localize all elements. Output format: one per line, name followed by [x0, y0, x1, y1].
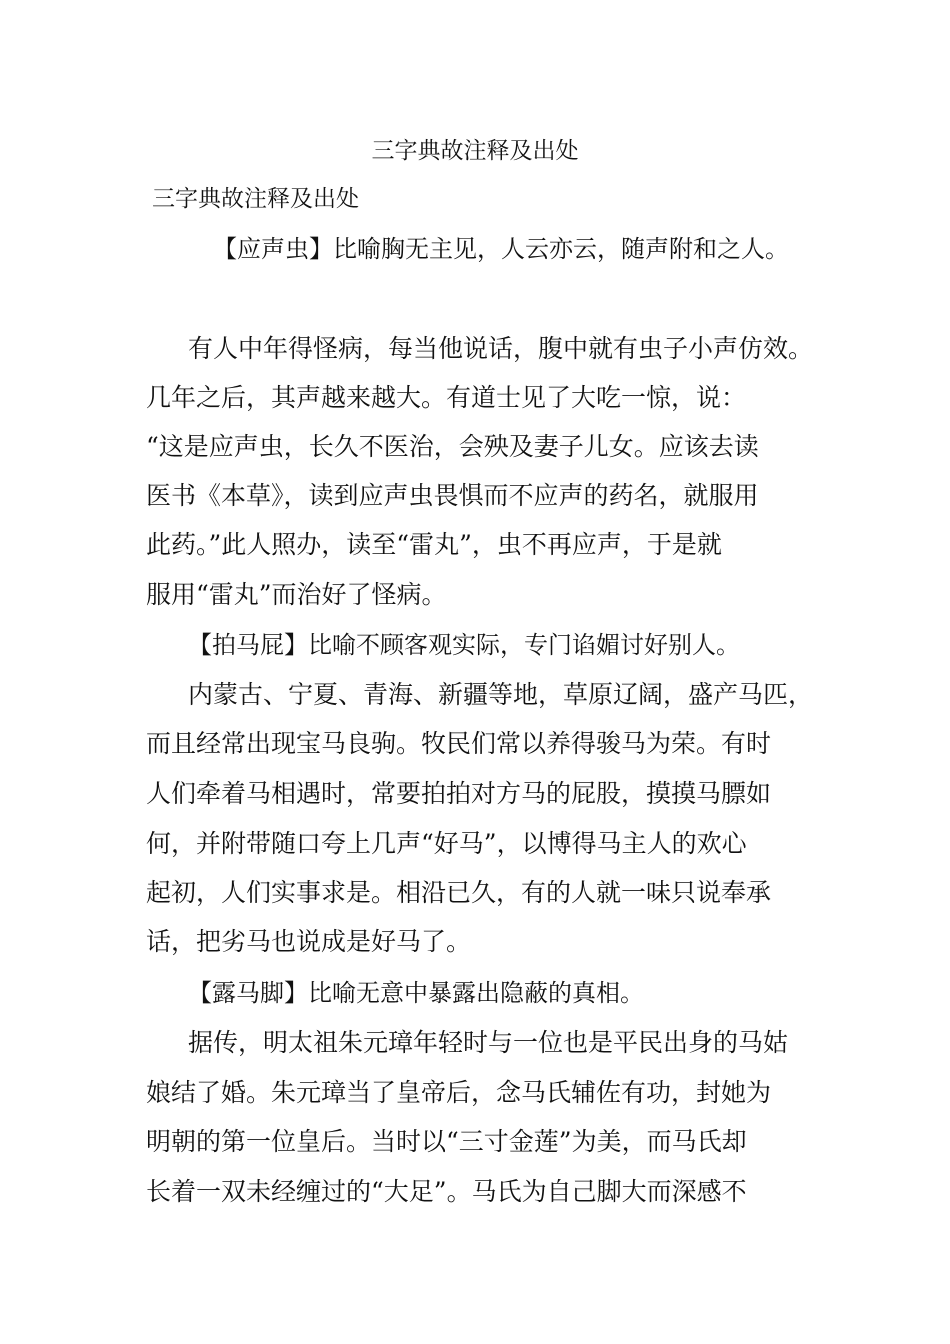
paragraph-line: 起初，人们实事求是。相沿已久，有的人就一味只说奉承 [146, 878, 772, 907]
document-title: 三字典故注释及出处 [371, 138, 579, 164]
paragraph-line: 长着一双未经缠过的“大足”。马氏为自己脚大而深感不 [146, 1177, 747, 1206]
paragraph-line: 几年之后，其声越来越大。有道士见了大吃一惊，说： [146, 383, 747, 412]
paragraph-line: 内蒙古、宁夏、青海、新疆等地，草原辽阔，盛产马匹， [188, 680, 814, 709]
paragraph-line: 何，并附带随口夸上几声“好马”，以博得马主人的欢心 [146, 829, 747, 858]
entry-heading-lumajiao: 【露马脚】比喻无意中暴露出隐蔽的真相。 [188, 979, 644, 1007]
paragraph-line: 明朝的第一位皇后。当时以“三寸金莲”为美，而马氏却 [146, 1127, 747, 1156]
paragraph-line: “这是应声虫，长久不医治，会殃及妻子儿女。应该去读 [146, 432, 759, 461]
paragraph-line: 话，把劣马也说成是好马了。 [146, 927, 472, 956]
paragraph-line: 有人中年得怪病，每当他说话，腹中就有虫子小声仿效。 [188, 334, 814, 363]
paragraph-line: 人们牵着马相遇时，常要拍拍对方马的屁股，摸摸马膘如 [146, 779, 772, 808]
document-subtitle: 三字典故注释及出处 [152, 186, 359, 212]
paragraph-line: 娘结了婚。朱元璋当了皇帝后，念马氏辅佐有功，封她为 [146, 1078, 772, 1107]
paragraph-line: 医书《本草》，读到应声虫畏惧而不应声的药名，就服用 [146, 481, 759, 510]
entry-heading-yingshengchong: 【应声虫】比喻胸无主见，人云亦云，随声附和之人。 [213, 235, 789, 263]
paragraph-line: 服用“雷丸”而治好了怪病。 [146, 580, 447, 609]
paragraph-line: 此药。”此人照办，读至“雷丸”，虫不再应声，于是就 [146, 530, 722, 559]
paragraph-line: 据传，明太祖朱元璋年轻时与一位也是平民出身的马姑 [188, 1028, 789, 1057]
entry-heading-paimapi: 【拍马屁】比喻不顾客观实际，专门谄媚讨好别人。 [188, 631, 740, 659]
paragraph-line: 而且经常出现宝马良驹。牧民们常以养得骏马为荣。有时 [146, 729, 772, 758]
